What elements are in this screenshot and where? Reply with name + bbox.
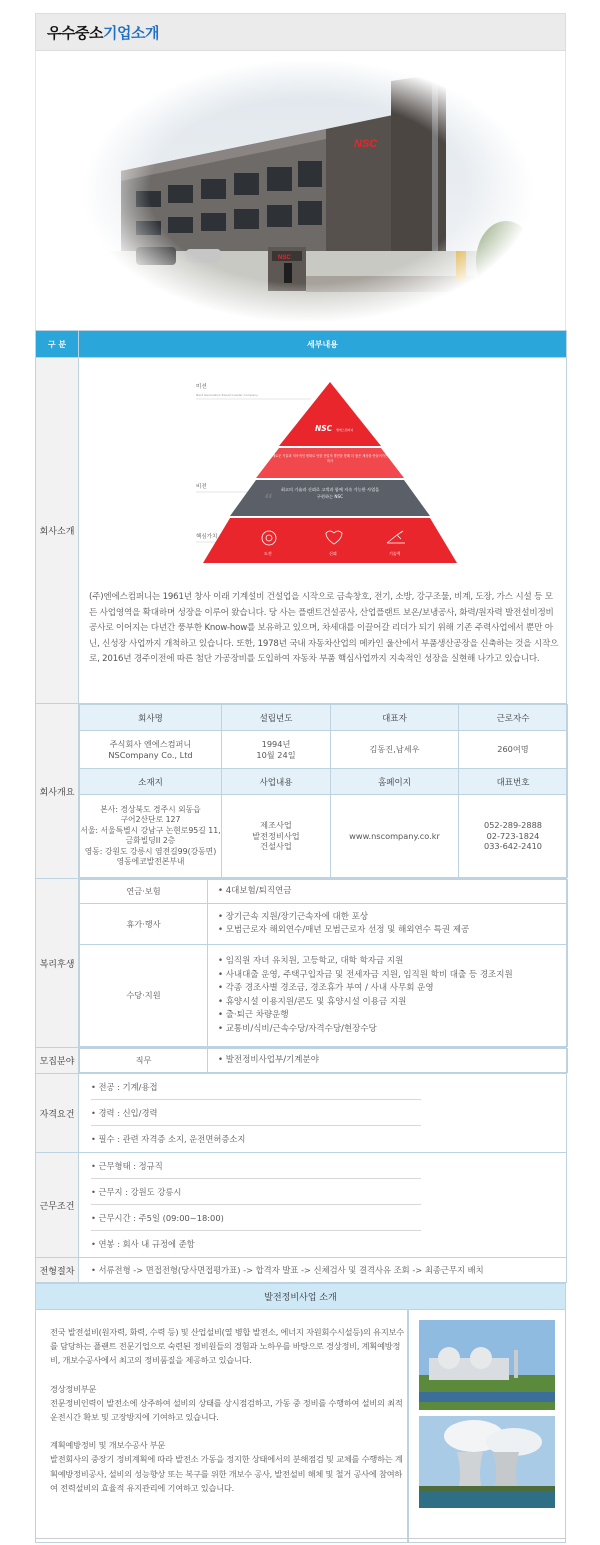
homepage-cell[interactable]: www.nscompany.co.kr bbox=[331, 795, 459, 878]
qualification-major: • 전공 : 기계/용접 bbox=[91, 1074, 421, 1100]
mission-label: 미션 bbox=[196, 384, 207, 390]
header-category: 구 분 bbox=[36, 331, 79, 358]
pyramid-top bbox=[279, 382, 381, 446]
welfare-vacation-items: • 장기근속 지원/장기근속자에 대한 포상 • 모범근로자 해외연수/매년 모범근로자 선정 및 해외연수 특권 제공 bbox=[208, 904, 568, 945]
condition-location: • 근무지 : 강원도 강릉시 bbox=[91, 1179, 421, 1205]
intro-content bbox=[79, 358, 567, 704]
nsc-logo: NSC bbox=[315, 424, 333, 433]
recruit-row bbox=[36, 1048, 567, 1074]
overview-header-employees: 근로자수 bbox=[459, 705, 568, 731]
overview-label: 회사개요 bbox=[36, 704, 79, 879]
welfare-row bbox=[36, 879, 567, 1048]
overview-header-founded: 설립년도 bbox=[222, 705, 331, 731]
power-paragraph-1: 전국 발전설비(원자력, 화력, 수력 등) 및 산업설비(열 병합 발전소, 에너지 자원회수시설등)의 유지보수를 담당하는 플랜트 전문기업으로 숙련된 정비원들의 경험과 노하우를 바탕으로 경상정비, 계획예방정비, 개보수공사에서 최고의 정비품질을 제공하고 있습니다. bbox=[50, 1327, 404, 1366]
welfare-pension-items: • 4대보험/퇴직연금 bbox=[208, 880, 568, 904]
company-building-photo bbox=[35, 51, 566, 330]
welfare-allowance-items: • 임직원 자녀 유치원, 고등학교, 대학 학자금 지원 • 사내대출 운영, 주택구입자금 및 전세자금 지원, 임직원 학비 대출 등 경조지원 • 각종 경조사별 경조금, 경조휴가 부여 / 사내 사무회 운영 • 휴양시설 이용지원/콘도 및 휴양시설 이용금 지원 • 출·퇴근 차량운행 • 교통비/식비/근속수당/자격수당/현장수당 bbox=[208, 945, 568, 1047]
power-text bbox=[36, 1310, 409, 1542]
recruit-info-table bbox=[35, 330, 567, 1283]
welfare-vacation-label: 휴가·행사 bbox=[80, 904, 208, 945]
overview-header-homepage: 홈페이지 bbox=[331, 769, 459, 795]
core-value-technology: 기술력 bbox=[389, 551, 401, 556]
vision-text: 최고의 기술과 신뢰로 고객과 함께 지속 가능한 사업을 구현하는 NSC bbox=[280, 487, 380, 499]
recruit-job-label: 직무 bbox=[80, 1049, 208, 1073]
power-section bbox=[35, 1310, 566, 1543]
overview-header-phone: 대표번호 bbox=[459, 769, 568, 795]
power-paragraph-2: 경상정비부문 전문정비인력이 발전소에 상주하여 설비의 상태를 상시점검하고, 가동 중 정비를 수행하여 설비의 최적운전시간 확보 및 고장방지에 기여하고 있습니다. bbox=[50, 1383, 403, 1423]
cooling-tower-photo bbox=[419, 1416, 555, 1508]
recruit-job-value: • 발전정비사업부/기계분야 bbox=[208, 1049, 568, 1073]
condition-hours: • 근무시간 : 주5일 (09:00~18:00) bbox=[91, 1205, 421, 1231]
ceo-cell: 김동진,남세우 bbox=[331, 731, 459, 769]
condition-salary: • 연봉 : 회사 내 규정에 준함 bbox=[91, 1239, 195, 1249]
founded-cell: 1994년 10월 24일 bbox=[222, 731, 331, 769]
header-details: 세부내용 bbox=[79, 331, 567, 358]
power-paragraph-3: 계획예방정비 및 개보수공사 부문 발전회사의 중장기 정비계획에 따라 발전소 가동을 정지한 상태에서의 분해점검 및 교체를 수행하는 계획예방정비공사, 설비의 성능향상 또는 복구를 위한 개보수 공사, 발전설비 해체 및 철거 공사에 참여하여 전력설비의 효율적 유지관리에 기여하고 있습니다. bbox=[50, 1440, 403, 1493]
qualification-label: 자격요건 bbox=[36, 1074, 79, 1153]
svg-text:“: “ bbox=[264, 492, 274, 508]
welfare-label: 복리후생 bbox=[36, 879, 79, 1048]
phone-cell: 052-289-2888 02-723-1824 033-642-2410 bbox=[459, 795, 568, 878]
bottom-divider bbox=[35, 1538, 566, 1539]
qualification-required: • 필수 : 관련 자격증 소지, 운전면허증소지 bbox=[91, 1134, 246, 1144]
nuclear-plant-photo bbox=[419, 1320, 555, 1410]
core-value-trust: 신뢰 bbox=[329, 551, 337, 556]
vision-label: 비전 bbox=[196, 484, 207, 490]
mission-subtitle: Next Generation Expert Leader Company bbox=[196, 393, 258, 397]
page-title: 우수중소기업소개 bbox=[47, 23, 159, 42]
overview-header-ceo: 대표자 bbox=[331, 705, 459, 731]
condition-type: • 근무형태 : 정규직 bbox=[91, 1153, 421, 1179]
power-images bbox=[409, 1310, 565, 1542]
welfare-allowance-label: 수당·지원 bbox=[80, 945, 208, 1047]
recruit-label: 모집분야 bbox=[36, 1048, 79, 1074]
pyramid-band-text: 새로운 기술과 지속적인 변화로 인한 산업의 발전을 통해 더 좋은 세상을 만들어가는 회사 bbox=[272, 454, 388, 463]
title-bar bbox=[35, 13, 566, 51]
process-label: 전형절차 bbox=[36, 1258, 79, 1283]
core-values-label: 핵심가치 bbox=[196, 534, 218, 540]
intro-row bbox=[36, 358, 567, 704]
power-section-title: 발전정비사업 소개 bbox=[35, 1283, 566, 1310]
employees-cell: 260여명 bbox=[459, 731, 568, 769]
overview-row bbox=[36, 704, 567, 879]
overview-content bbox=[79, 704, 567, 879]
overview-header-location: 소재지 bbox=[80, 769, 222, 795]
address-cell: 본사: 경상북도 경주시 외동읍 구어2산단로 127 서울: 서울특별시 강남구 논현로95길 11, 금화빌딩II 2층 영동: 강원도 강릉시 염전길99(강동면) 영동에코발전본부내 bbox=[80, 795, 222, 878]
conditions-content bbox=[79, 1153, 567, 1258]
mission-pyramid-diagram bbox=[79, 358, 566, 586]
building-illustration bbox=[36, 51, 567, 330]
nsc-logo-sub: 엔에스컴퍼니 bbox=[336, 428, 354, 432]
qualification-career: • 경력 : 신입/경력 bbox=[91, 1100, 421, 1126]
qualification-row bbox=[36, 1074, 567, 1153]
page-container bbox=[35, 13, 566, 1543]
overview-header-business: 사업내용 bbox=[222, 769, 331, 795]
welfare-content bbox=[79, 879, 567, 1048]
overview-header-company-name: 회사명 bbox=[80, 705, 222, 731]
intro-text: (주)엔에스컴퍼니는 1961년 창사 이래 기계설비 건설업을 시작으로 금속창호, 전기, 소방, 강구조물, 비계, 도장, 가스 시설 등 모든 사업영역을 확대하며 성장을 이루어 왔습니다. 당 사는 플랜트건설공사, 산업플랜트 보온/보냉공사, 화력/원자력 발전설비정비공사로 이어지는 다년간 풍부한 Know-how를 보유하고 있으며, 차세대를 이끌어갈 리더가 되기 위해 기존 주력사업에서 뿐만 아닌, 신성장 사업까지 개척하고 있습니다. 또한, 1978년 국내 자동차산업의 메카인 울산에서 부품생산공장을 신축하는 것을 시작으로, 2016년 경주이전에 따른 첨단 가공장비를 도입하여 자동차 부품 핵심사업까지 지속적인 성장을 실현해 나가고 있습니다. bbox=[89, 592, 559, 664]
qualification-content bbox=[79, 1074, 567, 1153]
table-header bbox=[36, 331, 567, 358]
business-cell: 제조사업 발전정비사업 건설사업 bbox=[222, 795, 331, 878]
core-value-challenge: 도전 bbox=[264, 551, 272, 556]
company-name-cell: 주식회사 엔에스컴퍼니 NSCompany Co., Ltd bbox=[80, 731, 222, 769]
intro-label: 회사소개 bbox=[36, 358, 79, 704]
overview-table bbox=[79, 704, 568, 878]
conditions-row bbox=[36, 1153, 567, 1258]
process-value: • 서류전형 -> 면접전형(당사면접평가표) -> 합격자 발표 -> 신체검사 및 결격사유 조회 -> 최종근무지 배치 bbox=[79, 1258, 567, 1283]
conditions-label: 근무조건 bbox=[36, 1153, 79, 1258]
process-row bbox=[36, 1258, 567, 1283]
welfare-pension-label: 연금·보험 bbox=[80, 880, 208, 904]
welfare-table bbox=[79, 879, 568, 1047]
